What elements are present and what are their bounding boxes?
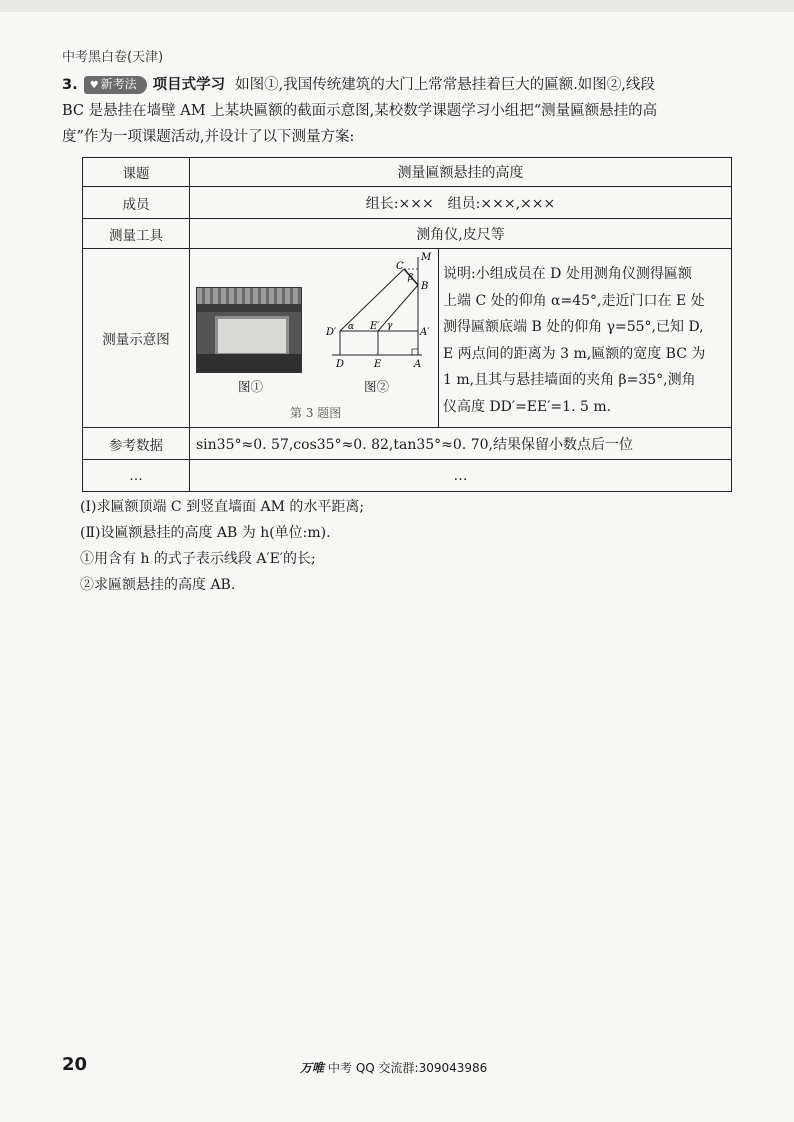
table-row [83, 460, 732, 492]
row-value: … [190, 460, 732, 492]
label-gamma: γ [387, 321, 393, 331]
label-c: C [396, 261, 404, 272]
top-band [0, 0, 794, 12]
intro-line-3: 度”作为一项课题活动,并设计了以下测量方案: [62, 129, 355, 145]
label-e: E [374, 359, 382, 370]
heart-icon: ♥ [89, 80, 99, 91]
figure-1-caption: 图① [238, 379, 264, 394]
explanation-text [443, 261, 743, 420]
row-value: 组长:××× 组员:×××,××× [190, 187, 732, 219]
table-row [83, 249, 732, 428]
label-d-prime: D′ [326, 327, 337, 338]
sub-question: ②求匾额悬挂的高度 AB. [80, 577, 236, 593]
label-d: D [336, 359, 345, 370]
cell-divider [438, 249, 439, 427]
label-a: A [414, 359, 422, 370]
table-row [83, 219, 732, 249]
explanation-line: 1 m,且其与悬挂墙面的夹角 β=35°,测角 [443, 372, 696, 388]
geometry-diagram [326, 249, 438, 373]
sub-question: (Ⅰ)求匾额顶端 C 到竖直墙面 AM 的水平距离; [80, 499, 365, 515]
row-value: 测量匾额悬挂的高度 [190, 158, 732, 187]
explanation-line: 测得匾额底端 B 处的仰角 γ=55°,已知 D, [443, 319, 704, 335]
brand-logo: 万唯 [300, 1061, 325, 1075]
new-method-tag [84, 76, 147, 94]
footer-text [300, 1059, 487, 1076]
explanation-line: 仪高度 DD′=EE′=1. 5 m. [443, 398, 612, 415]
table-row [83, 187, 732, 219]
explanation-line: E 两点间的距离为 3 m,匾额的宽度 BC 为 [443, 345, 706, 362]
label-beta: β [408, 273, 414, 283]
row-label: 参考数据 [83, 428, 190, 460]
label-a-prime: A′ [420, 327, 430, 338]
row-label: … [83, 460, 190, 492]
table-row [83, 158, 732, 187]
explanation-line: 说明:小组成员在 D 处用测角仪测得匾额 [443, 266, 692, 282]
sub-question: (Ⅱ)设匾额悬挂的高度 AB 为 h(单位:m). [80, 525, 331, 541]
question-number: 3. [62, 77, 78, 93]
problem-intro [62, 72, 742, 150]
book-title: 中考黑白卷(天津) [62, 50, 164, 65]
label-b: B [421, 281, 429, 292]
roof-tiles [197, 288, 301, 304]
plaque-photo [196, 287, 302, 373]
table-row [83, 428, 732, 460]
gate-posts [197, 354, 301, 372]
row-label: 测量工具 [83, 219, 190, 249]
footer-group-info: 中考 QQ 交流群:309043986 [328, 1061, 488, 1075]
label-alpha: α [348, 322, 355, 332]
problem-figure-caption: 第 3 题图 [290, 406, 342, 420]
label-m: M [421, 252, 432, 263]
row-value: sin35°≈0. 57,cos35°≈0. 82,tan35°≈0. 70,结果保留小数点后一位 [190, 428, 732, 460]
roof-eave [197, 304, 301, 312]
sub-questions [80, 494, 364, 598]
row-label: 成员 [83, 187, 190, 219]
project-label: 项目式学习 [152, 77, 226, 93]
page-number: 20 [62, 1054, 88, 1075]
intro-line-1: 如图①,我国传统建筑的大门上常常悬挂着巨大的匾额.如图②,线段 [235, 77, 655, 93]
measurement-plan-table [82, 157, 732, 492]
figure-2-caption: 图② [364, 379, 390, 394]
sub-question: ①用含有 h 的式子表示线段 A′E′的长; [80, 551, 316, 567]
sight-line-eb [378, 285, 418, 331]
row-label: 课题 [83, 158, 190, 187]
tag-label: 新考法 [100, 77, 137, 91]
row-value: 测角仪,皮尺等 [190, 219, 732, 249]
label-e-prime: E′ [370, 321, 380, 332]
plaque [215, 316, 289, 356]
row-label: 测量示意图 [83, 249, 190, 428]
diagram-cell [190, 249, 732, 428]
intro-line-2: BC 是悬挂在墙壁 AM 上某块匾额的截面示意图,某校数学课题学习小组把“测量匾额悬挂的高 [62, 103, 658, 119]
right-angle-mark [412, 349, 418, 355]
explanation-line: 上端 C 处的仰角 α=45°,走近门口在 E 处 [443, 292, 705, 309]
